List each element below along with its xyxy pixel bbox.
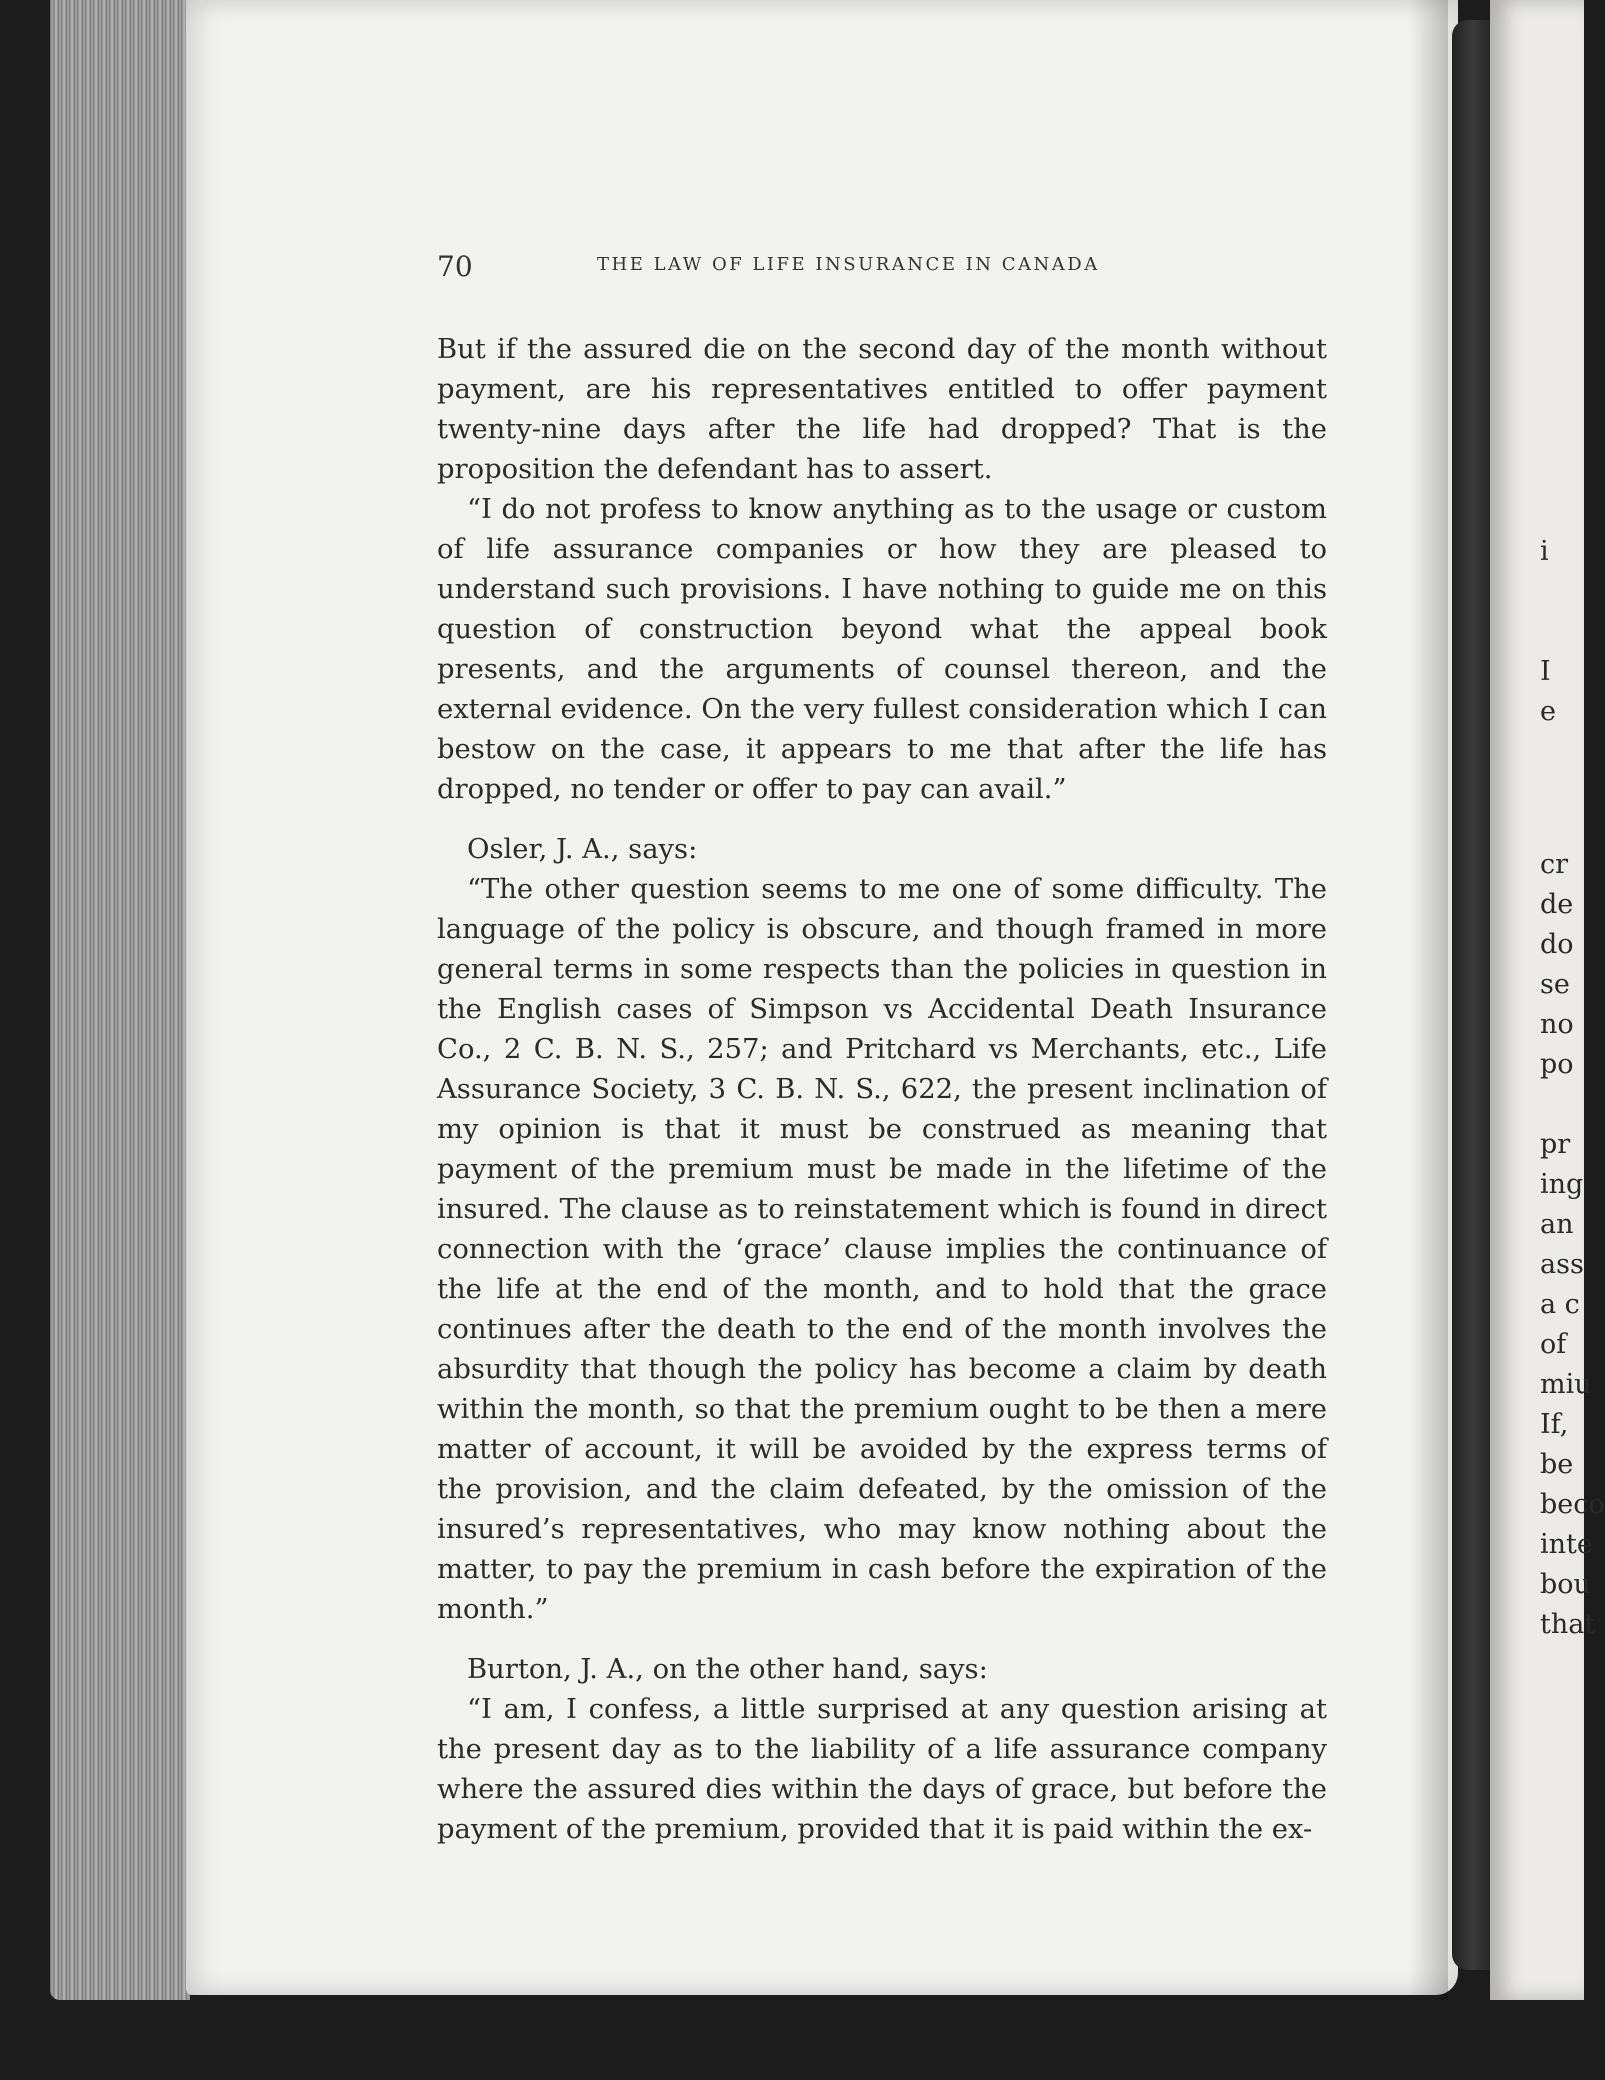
facing-fragment: i: [1540, 536, 1549, 567]
facing-fragment: po: [1540, 1049, 1574, 1080]
facing-page: [1490, 0, 1584, 2000]
facing-fragment: of: [1540, 1329, 1567, 1360]
page-number: 70: [437, 250, 473, 283]
facing-fragment: de: [1540, 889, 1574, 920]
facing-fragment: ass: [1540, 1249, 1584, 1280]
facing-fragment: inte: [1540, 1529, 1593, 1560]
page-edges: [50, 0, 190, 2000]
paragraph-3: Osler, J. A., says:: [467, 834, 698, 865]
facing-fragment: be: [1540, 1449, 1574, 1480]
facing-fragment: miu: [1540, 1369, 1592, 1400]
page-gutter-shadow: [1408, 0, 1448, 2000]
running-head: [437, 250, 1327, 290]
body-text: [437, 330, 1327, 1850]
facing-fragment: If,: [1540, 1409, 1569, 1440]
facing-fragment: that: [1540, 1609, 1596, 1640]
facing-fragment: an: [1540, 1209, 1574, 1240]
running-title: THE LAW OF LIFE INSURANCE IN CANADA: [597, 254, 1100, 275]
facing-fragment: I: [1540, 656, 1551, 687]
paragraph-1: But if the assured die on the second day of the month without payment, are his representatives entitled to offer payment twenty-nine days after the life had dropped? That is the proposition the defendant has to assert.: [437, 334, 1327, 485]
paragraph-5: Burton, J. A., on the other hand, says:: [467, 1654, 988, 1685]
facing-fragment: do: [1540, 929, 1574, 960]
paragraph-4: “The other question seems to me one of some difficulty. The language of the policy is obscure, and though framed in more general terms in some respects than the policies in question in the English cases of Simpson vs Accidental Death Insurance Co., 2 C. B. N. S., 257; and Pritchard vs Merchants, etc., Life Assurance Society, 3 C. B. N. S., 622, the present inclination of my opinion is that it must be construed as meaning that payment of the premium must be made in the lifetime of the insured. The clause as to reinstatement which is found in direct connection with the ‘grace’ clause implies the continuance of the life at the end of the month, and to hold that the grace continues after the death to the end of the month involves the absurdity that though the policy has become a claim by death within the month, so that the premium ought to be then a mere matter of account, it will be avoided by the express terms of the provision, and the claim defeated, by the omission of the insured’s representatives, who may know nothing about the matter, to pay the premium in cash before the expiration of the month.”: [437, 874, 1327, 1625]
facing-fragment: beco: [1540, 1489, 1605, 1520]
facing-fragment: bou: [1540, 1569, 1591, 1600]
facing-fragment: pr: [1540, 1129, 1571, 1160]
facing-fragment: no: [1540, 1009, 1574, 1040]
facing-fragment: cr: [1540, 849, 1569, 880]
paragraph-2: “I do not profess to know anything as to the usage or custom of life assurance companies or how they are pleased to understand such provisions. I have nothing to guide me on this question of construction beyond what the appeal book presents, and the arguments of counsel thereon, and the external evidence. On the very fullest consideration which I can bestow on the case, it appears to me that after the life has dropped, no tender or offer to pay can avail.”: [437, 494, 1327, 805]
facing-fragment: se: [1540, 969, 1570, 1000]
facing-fragment: a c: [1540, 1289, 1580, 1320]
facing-fragment: ing: [1540, 1169, 1584, 1200]
paragraph-6: “I am, I confess, a little surprised at any question arising at the present day as to the liability of a life assurance company where the assured dies within the days of grace, but before the payment of the premium, provided that it is paid within the ex-: [437, 1694, 1327, 1845]
facing-fragment: e: [1540, 696, 1556, 727]
